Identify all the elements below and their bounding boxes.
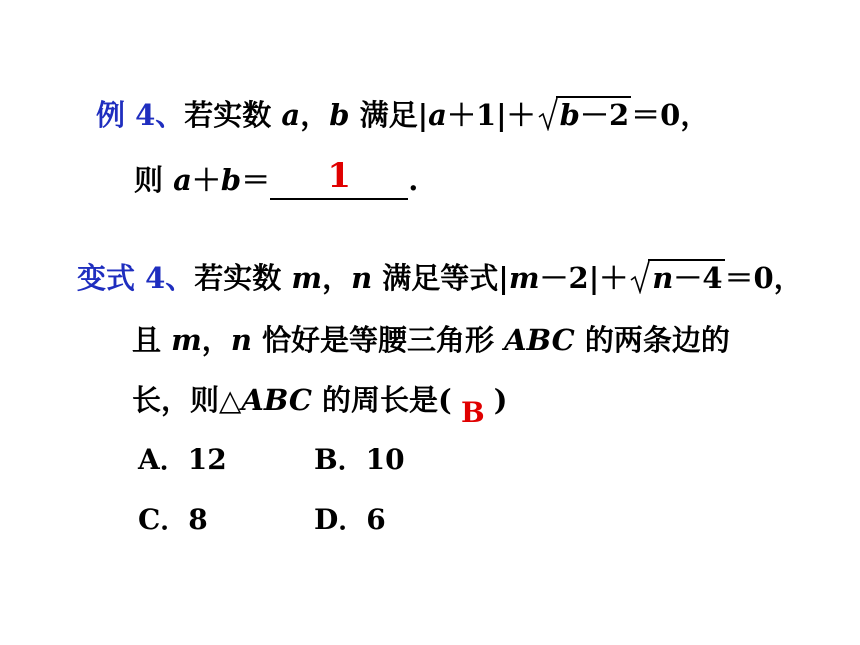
variant-answer: B <box>460 396 485 429</box>
variant-line-1 <box>77 258 803 298</box>
variant-line2-n: n <box>230 323 252 357</box>
example-line-1 <box>96 95 709 135</box>
variant-answer-slot[interactable] <box>452 380 494 429</box>
example-sqrt-var: b <box>559 98 580 132</box>
variant-line3-suffix: 的周长是( <box>311 383 452 417</box>
variant-line2-comma: ， <box>201 323 231 357</box>
example-line2-prefix: 则 <box>134 163 174 197</box>
variant-text-1: 若实数 <box>194 261 292 295</box>
example-comma: ， <box>300 98 330 132</box>
option-a-letter: A． <box>138 443 188 476</box>
radical-sign-icon <box>538 97 558 131</box>
option-c-value: 8 <box>188 503 208 536</box>
radical-sign-icon <box>630 260 650 294</box>
example-var-b: b <box>329 98 350 132</box>
example-text-3: ＝0， <box>631 98 710 132</box>
variant-sqrt <box>630 258 724 298</box>
answer-blank[interactable] <box>270 156 408 200</box>
example-sqrt-rest: －2 <box>579 98 630 132</box>
variant-line2-m: m <box>171 323 202 357</box>
option-b-value: 10 <box>365 443 405 476</box>
example-expr-a: a <box>428 98 447 132</box>
variant-text-3: ＝0， <box>724 261 803 295</box>
variant-line2-text: 恰好是等腰三角形 <box>251 323 505 357</box>
variant-var-m: m <box>291 261 323 295</box>
example-text-1: 若实数 <box>184 98 282 132</box>
variant-line2-abc: ABC <box>504 323 575 357</box>
example-line2-eq: ＝ <box>241 163 271 197</box>
option-c[interactable] <box>138 502 208 538</box>
option-a-value: 12 <box>187 443 227 476</box>
example-sqrt <box>538 95 631 135</box>
variant-line2-prefix: 且 <box>132 323 172 357</box>
example-line2-a: a <box>173 163 192 197</box>
option-d-value: 6 <box>366 503 386 536</box>
variant-line3-abc: ABC <box>241 383 312 417</box>
option-d-letter: D． <box>314 503 367 536</box>
variant-minus-part: －2|＋ <box>539 261 629 295</box>
option-d[interactable] <box>314 502 386 538</box>
variant-var-n: n <box>351 261 373 295</box>
variant-sqrt-var: n <box>652 261 674 295</box>
example-plus: ＋1|＋ <box>446 98 536 132</box>
example-label: 例 4、 <box>96 98 185 132</box>
variant-sqrt-rest: －4 <box>673 261 723 295</box>
variant-line-2 <box>132 320 730 360</box>
example-var-a: a <box>281 98 301 132</box>
variant-line2-suffix: 的两条边的 <box>574 323 730 357</box>
option-c-letter: C． <box>138 503 189 536</box>
option-b[interactable] <box>314 442 405 478</box>
variant-comma: ， <box>322 261 352 295</box>
example-line2-plus: ＋ <box>191 163 221 197</box>
variant-close-paren: ) <box>493 383 508 417</box>
example-line2-b: b <box>220 163 242 197</box>
example-period: . <box>408 163 419 197</box>
variant-text-2: 满足等式| <box>372 261 509 295</box>
option-a[interactable] <box>138 442 227 478</box>
example-answer: 1 <box>327 156 352 196</box>
variant-line-3 <box>132 380 508 429</box>
variant-line3-prefix: 长，则△ <box>132 383 242 417</box>
example-text-2: 满足| <box>349 98 429 132</box>
example-line-2 <box>134 156 419 200</box>
variant-expr-m: m <box>508 261 540 295</box>
variant-label: 变式 4、 <box>77 261 195 295</box>
option-b-letter: B． <box>314 443 366 476</box>
